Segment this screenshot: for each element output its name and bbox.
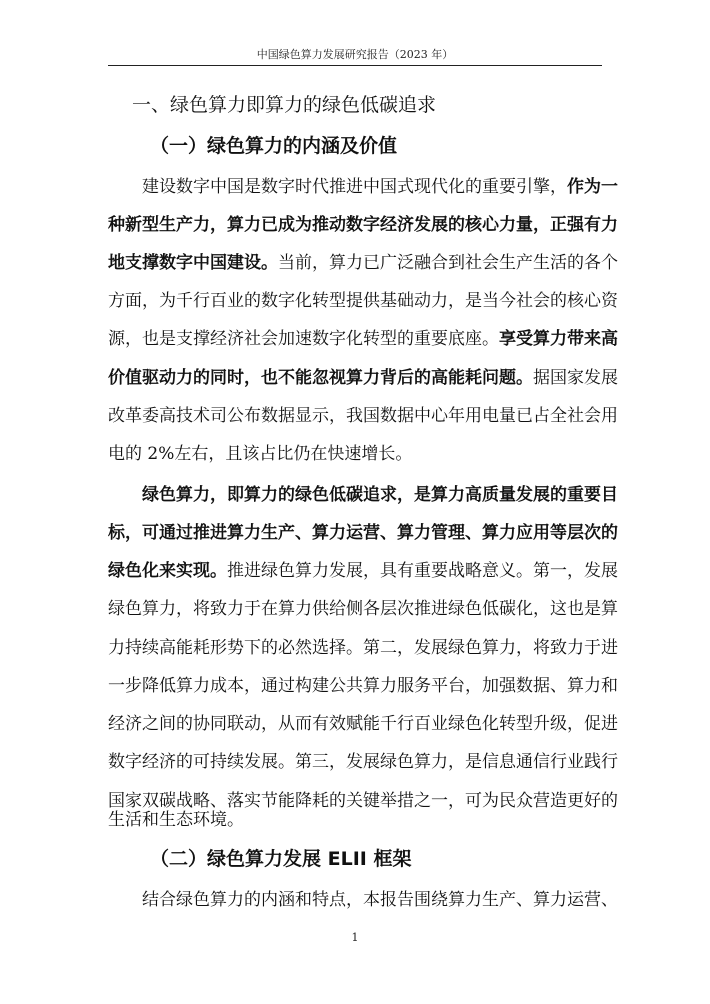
paragraph-2-line-6: 一步降低算力成本，通过构建公共算力服务平台，加强数据、算力和 <box>108 676 618 696</box>
paragraph-1-line-1: 建设数字中国是数字时代推进中国式现代化的重要引擎，作为一 <box>142 177 618 197</box>
paragraph-2-line-4: 绿色算力，将致力于在算力供给侧各层次推进绿色低碳化，这也是算 <box>108 599 618 619</box>
subsection-heading-1: （一）绿色算力的内涵及价值 <box>150 135 398 157</box>
paragraph-2-line-3: 绿色化来实现。推进绿色算力发展，具有重要战略意义。第一，发展 <box>108 561 618 581</box>
page-number: 1 <box>351 931 359 944</box>
paragraph-1-line-2: 种新型生产力，算力已成为推动数字经济发展的核心力量，正强有力 <box>108 215 618 235</box>
paragraph-1-line-7: 改革委高技术司公布数据显示，我国数据中心年用电量已占全社会用 <box>108 406 618 426</box>
paragraph-2-line-5: 力持续高能耗形势下的必然选择。第二，发展绿色算力，将致力于进 <box>108 638 618 658</box>
paragraph-1-line-3: 地支撑数字中国建设。当前，算力已广泛融合到社会生产生活的各个 <box>108 253 618 273</box>
paragraph-1-line-8: 电的 2%左右，且该占比仍在快速增长。 <box>108 444 413 464</box>
paragraph-1-line-4: 方面，为千行百业的数字化转型提供基础动力，是当今社会的核心资 <box>108 291 618 311</box>
header-rule <box>108 65 602 66</box>
running-header: 中国绿色算力发展研究报告（2023 年） <box>256 48 454 61</box>
paragraph-1-line-6: 价值驱动力的同时，也不能忽视算力背后的高能耗问题。据国家发展 <box>108 368 618 388</box>
paragraph-1-line-5: 源，也是支撑经济社会加速数字化转型的重要底座。享受算力带来高 <box>108 329 618 349</box>
paragraph-3-line-1: 结合绿色算力的内涵和特点，本报告围绕算力生产、算力运营、 <box>142 890 618 910</box>
paragraph-2-line-1: 绿色算力，即算力的绿色低碳追求，是算力高质量发展的重要目 <box>142 485 618 505</box>
subsection-heading-2: （二）绿色算力发展 ELII 框架 <box>150 848 412 870</box>
section-heading: 一、绿色算力即算力的绿色低碳追求 <box>132 94 437 116</box>
paragraph-2-line-10: 生活和生态环境。 <box>108 810 244 830</box>
paragraph-2-line-2: 标，可通过推进算力生产、算力运营、算力管理、算力应用等层次的 <box>108 523 618 543</box>
paragraph-2-line-9: 国家双碳战略、落实节能降耗的关键举措之一，可为民众营造更好的 <box>108 791 618 811</box>
paragraph-2-line-8: 数字经济的可持续发展。第三，发展绿色算力，是信息通信行业践行 <box>108 752 618 772</box>
paragraph-2-line-7: 经济之间的协同联动，从而有效赋能千行百业绿色化转型升级，促进 <box>108 714 618 734</box>
